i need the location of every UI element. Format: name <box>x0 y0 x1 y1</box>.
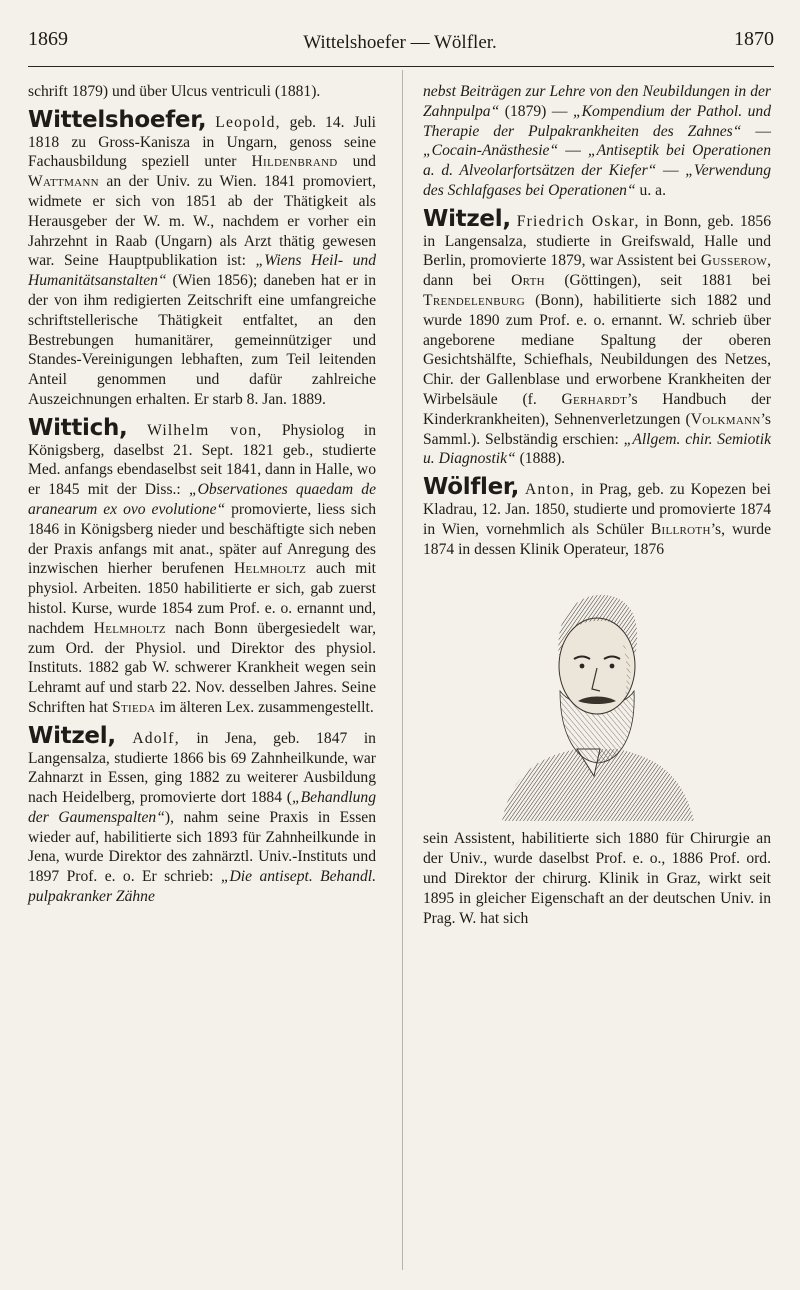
entry-name: Wölfler, <box>423 474 520 501</box>
entry-text: ’s Samml.). Selbständig erschien: <box>423 410 771 448</box>
entry-text: promovierte, liess sich 1846 in Königsberg nieder und beschäftigte sich neben der Praxis anfangs mit anat., später auf Anregung des inzwischen hierher berufenen <box>28 500 376 578</box>
entry-given-name: Wilhelm von, <box>147 421 263 439</box>
column-divider <box>402 70 403 1270</box>
work-title: „Die antisept. Behandl. pulpakranker Zähne <box>28 868 376 906</box>
continuation-paragraph: sein Assistent, habilitierte sich 1880 für Chirurgie an der Univ., wurde daselbst Prof. e. o., 1886 Prof. ord. und Direktor der chirurg. Klinik in Graz, wirkt seit 1895 in gleicher Eigenschaft an der deutschen Univ. in Prag. W. hat sich <box>423 830 771 927</box>
entry-text: in Jena, geb. 1847 in Langensalza, studierte 1866 bis 69 Zahnheilkunde, war Zahnarzt in Essen, ging 1882 zu weiterer Ausbildung nach Heidelberg, promovierte dort 1884 ( <box>28 729 376 807</box>
header-rule <box>28 66 774 67</box>
entry-text: Physiolog in Königsberg, daselbst 21. Sept. 1821 geb., studierte Med. anfangs ebendaselbst seit 1841, dann in Halle, wo er 1845 mit der Diss.: <box>28 421 376 499</box>
person-name: Gusserow <box>700 252 768 270</box>
person-name: Hildenbrand <box>251 153 338 171</box>
work-title: „Verwendung des Schlafgases bei Operationen“ <box>423 162 771 199</box>
portrait-engraving <box>423 571 771 821</box>
work-title: „Cocain-Anästhesie“ <box>423 142 559 160</box>
page-number-left: 1869 <box>28 28 68 50</box>
continuation-paragraph: schrift 1879) und über Ulcus ventriculi (1881). <box>28 83 321 100</box>
entry-given-name: Anton, <box>524 481 576 499</box>
entry-name: Wittelshoefer, <box>28 106 207 133</box>
entry-wittelshoefer <box>28 106 376 410</box>
left-column <box>28 82 376 907</box>
entry-text: in Bonn, geb. 1856 in Langensalza, studierte in Greifswald, Halle und Berlin, promovierte 1879, war Assistent bei <box>423 212 772 270</box>
entry-text: — <box>558 142 588 160</box>
entry-text: (Göttingen), seit 1881 bei <box>544 272 771 290</box>
work-title: „Observationes quaedam de aranearum ex ovo evolutione“ <box>28 481 377 518</box>
entry-text: auch mit physiol. Arbeiten. 1850 habilitierte er sich, gab zuerst histol. Kurse, wurde 1854 zum Prof. e. o. ernannt und, nachdem <box>28 560 376 637</box>
entry-name: Witzel, <box>423 205 511 232</box>
work-title: „Wiens Heil- und Humanitätsanstalten“ <box>28 252 376 290</box>
entry-text: und <box>337 153 376 171</box>
page-number-right: 1870 <box>734 28 774 50</box>
person-name: Gerhardt <box>561 390 628 408</box>
entry-wittich <box>28 414 377 718</box>
work-title: „Allgem. chir. Semiotik u. Diagnostik“ <box>423 430 771 468</box>
entry-witzel-friedrich <box>423 205 772 469</box>
entry-text: (Wien 1856); daneben hat er in der von ihm redigierten Zeitschrift eine umfangreiche schriftstellerische Thätigkeit entfaltet, an den Bestrebungen humanitärer, gemeinnütziger und Standes-Vereinigungen lebhaften, zum Teil leitenden Anteil genommen und dafür zahlreiche Auszeichnungen erhalten. Er starb 8. Jan. 1889. <box>28 272 376 408</box>
entry-given-name: Leopold, <box>215 113 281 131</box>
entry-text: , dann bei <box>423 252 771 290</box>
entry-woelfler <box>423 474 772 559</box>
work-title: nebst Beiträgen zur Lehre von den Neubildungen in der Zahnpulpa“ <box>423 83 771 120</box>
portrait-image <box>482 571 712 821</box>
person-name: Trendelenburg <box>423 291 526 309</box>
entry-text: u. a. <box>635 181 666 199</box>
continuation-paragraph <box>423 82 771 201</box>
work-title: „Antiseptik bei Operationen a. d. Alveolarfortsätzen der Kiefer“ <box>423 142 771 180</box>
person-name: Orth <box>511 272 545 290</box>
running-title: Wittelshoefer — Wölfler. <box>303 32 497 53</box>
entry-text: (1879) — <box>499 102 573 120</box>
person-name: Helmholtz <box>233 560 307 578</box>
entry-text: nach Bonn übergesiedelt war, zum Ord. der Physiol. und Direktor des physiol. Instituts. 1882 gab W. schwerer Krankheit wegen sein Lehramt auf und starb 22. Nov. desselben Jahres. Seine Schriften hat <box>28 619 376 716</box>
person-name: Stieda <box>112 698 156 716</box>
work-title: „Behandlung der Gaumenspalten“ <box>28 789 376 826</box>
entry-text: geb. 14. Juli 1818 zu Gross-Kanisza in Ungarn, genoss seine Fachausbildung speziell unter <box>28 113 376 171</box>
work-title: „Kompendium der Pathol. und Therapie der Pulpakrankheiten des Zahnes“ <box>423 102 771 140</box>
entry-text: ), nahm seine Praxis in Essen wieder auf, habilitierte sich 1893 für Zahnheilkunde in Jena, wurde Direktor des zahnärztl. Univ.-Instituts und 1897 Prof. e. o. Er schrieb: <box>28 808 376 886</box>
person-name: Volkmann <box>690 410 761 428</box>
entry-given-name: Adolf, <box>132 729 180 747</box>
entry-text: (Bonn), habilitierte sich 1882 und wurde 1890 zum Prof. e. o. ernannt. W. schrieb über angeborene mediane Spaltung der oberen Gesichtshälfte, Schiefhals, Neubildungen des Netzes, Chir. der Gallenblase und erworbene Krankheiten der Wirbelsäule (f. <box>423 291 771 408</box>
entry-text: ’s Handbuch der Kinderkrankheiten), Sehnenverletzungen ( <box>423 390 772 428</box>
entry-text: — <box>656 162 686 180</box>
page-header <box>0 0 800 70</box>
entry-text: — <box>741 122 771 140</box>
entry-name: Wittich, <box>28 414 128 441</box>
entry-witzel-adolf <box>28 722 376 907</box>
entry-text: in Prag, geb. zu Kopezen bei Kladrau, 12. Jan. 1850, studierte und promovierte 1874 in Wien, vornehmlich als Schüler <box>423 481 771 538</box>
entry-text: ’s, wurde 1874 in dessen Klinik Operateur, 1876 <box>423 520 772 558</box>
entry-text: im älteren Lex. zusammengestellt. <box>155 698 374 716</box>
person-name: Billroth <box>650 520 711 538</box>
right-column <box>423 82 771 928</box>
entry-text: (1888). <box>515 450 566 468</box>
person-name: Wattmann <box>28 173 99 191</box>
entry-text: an der Univ. zu Wien. 1841 promoviert, widmete er sich von 1851 ab der Thätigkeit als Herausgeber der W. m. W., nachdem er vorher ein Jahrzehnt in Raab (Ungarn) als Arzt thätig gewesen war. Seine Hauptpublikation ist: <box>28 173 376 270</box>
person-name: Helmholtz <box>93 619 166 637</box>
entry-given-name: Friedrich Oskar, <box>516 212 640 230</box>
entry-name: Witzel, <box>28 722 116 749</box>
